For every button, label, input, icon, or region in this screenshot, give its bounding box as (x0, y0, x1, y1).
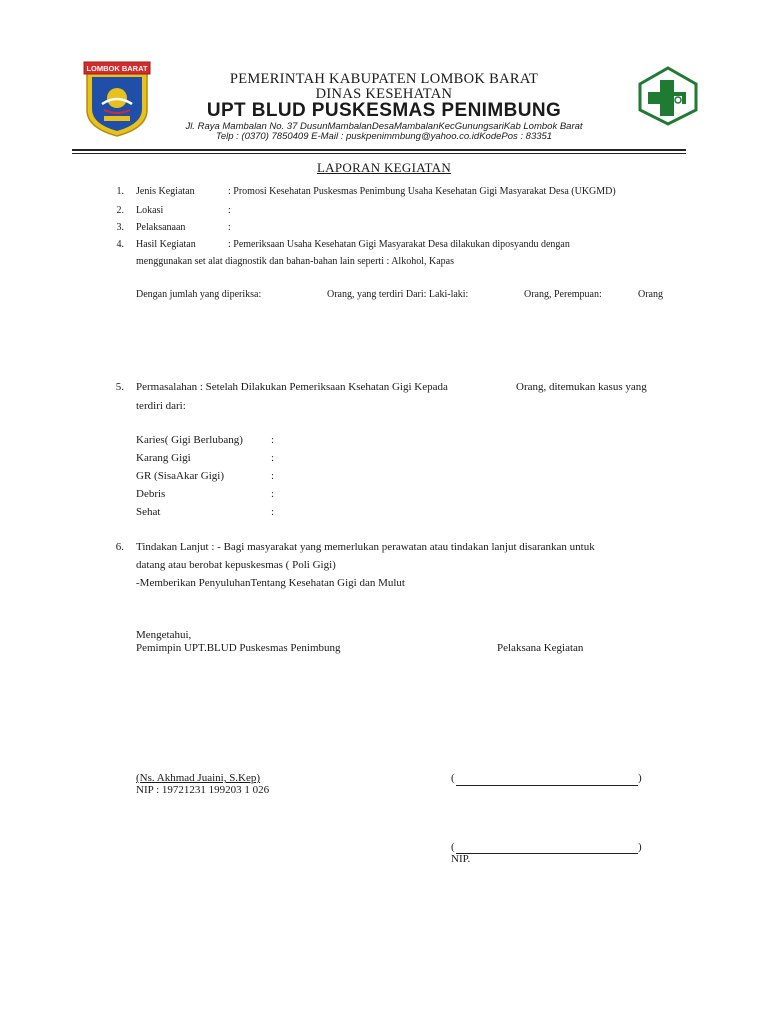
item-6-text: Tindakan Lanjut : - Bagi masyarakat yang memerlukan perawatan atau tindakan lanjut disarankan untuk (136, 541, 595, 553)
finding-label: GR (SisaAkar Gigi) (136, 470, 224, 482)
executor-name-close-paren: ) (638, 841, 642, 853)
item-2-number: 2. (116, 205, 124, 216)
item-4-count-end: Orang (638, 289, 663, 300)
executor-nip-label: NIP. (451, 853, 471, 865)
item-1-number: 1. (116, 186, 124, 197)
finding-colon: : (271, 506, 275, 518)
finding-label: Sehat (136, 506, 161, 518)
item-4-number: 4. (116, 239, 124, 250)
item-4-value: : Pemeriksaan Usaha Kesehatan Gigi Masyarakat Desa dilakukan diposyandu dengan (228, 239, 570, 250)
acknowledge-label: Mengetahui, (136, 629, 192, 641)
report-title: LAPORAN KEGIATAN (316, 160, 452, 175)
item-5-text: Permasalahan : Setelah Dilakukan Pemeriksaan Ksehatan Gigi Kepada (136, 381, 448, 393)
finding-colon: : (271, 452, 275, 464)
executor-close-paren: ) (638, 772, 642, 784)
item-2-value: : (228, 205, 231, 216)
finding-colon: : (271, 488, 275, 500)
item-6-line3: -Memberikan PenyuluhanTentang Kesehatan Gigi dan Mulut (136, 577, 405, 589)
item-3-value: : (228, 222, 231, 233)
item-4-label: Hasil Kegiatan (136, 239, 196, 250)
finding-colon: : (271, 434, 275, 446)
item-1-label: Jenis Kegiatan (136, 186, 195, 197)
address-line: Jl. Raya Mambalan No. 37 DusunMambalanDesaMambalanKecGunungsariKab Lombok Barat (185, 121, 583, 132)
item-4-count-male: Orang, Perempuan: (524, 289, 602, 300)
letterhead-rule (72, 149, 686, 151)
department-name: DINAS KESEHATAN (315, 86, 453, 102)
head-signatory-nip: NIP : 19721231 199203 1 026 (136, 784, 270, 796)
head-signatory-name: (Ns. Akhmad Juaini, S.Kep) (136, 772, 261, 784)
executor-open-paren: ( (451, 772, 455, 784)
item-5-line2: terdiri dari: (136, 400, 186, 412)
government-name: PEMERINTAH KABUPATEN LOMBOK BARAT (229, 71, 539, 87)
finding-label: Karies( Gigi Berlubang) (136, 434, 243, 446)
item-1-value: : Promosi Kesehatan Puskesmas Penimbung Usaha Kesehatan Gigi Masyarakat Desa (UKGMD) (228, 186, 616, 197)
item-6-line2: datang atau berobat kepuskesmas ( Poli Gigi) (136, 559, 336, 571)
unit-name: UPT BLUD PUSKESMAS PENIMBUNG (206, 100, 562, 121)
executor-name-open-paren: ( (451, 841, 455, 853)
item-5-text-right: Orang, ditemukan kasus yang (516, 381, 647, 393)
item-2-label: Lokasi (136, 205, 164, 216)
letterhead-rule-thin (72, 153, 686, 154)
item-3-number: 3. (116, 222, 124, 233)
executor-title: Pelaksana Kegiatan (497, 642, 584, 654)
executor-name-line (456, 853, 638, 854)
item-3-label: Pelaksanaan (136, 222, 186, 233)
item-4-count-mid: Orang, yang terdiri Dari: Laki-laki: (327, 289, 469, 300)
crest-banner-text: LOMBOK BARAT (86, 64, 148, 73)
item-5-number: 5. (115, 381, 124, 393)
contact-line: Telp : (0370) 7850409 E-Mail : puskpenimmbung@yahoo.co.idKodePos : 83351 (215, 131, 553, 142)
head-title: Pemimpin UPT.BLUD Puskesmas Penimbung (136, 642, 341, 654)
finding-colon: : (271, 470, 275, 482)
finding-label: Debris (136, 488, 166, 500)
item-6-number: 6. (115, 541, 124, 553)
item-4-count-label: Dengan jumlah yang diperiksa: (136, 289, 262, 300)
finding-label: Karang Gigi (136, 452, 191, 464)
item-4-line2: menggunakan set alat diagnostik dan bahan-bahan lain seperti : Alkohol, Kapas (136, 256, 454, 267)
executor-signature-line (456, 785, 638, 786)
